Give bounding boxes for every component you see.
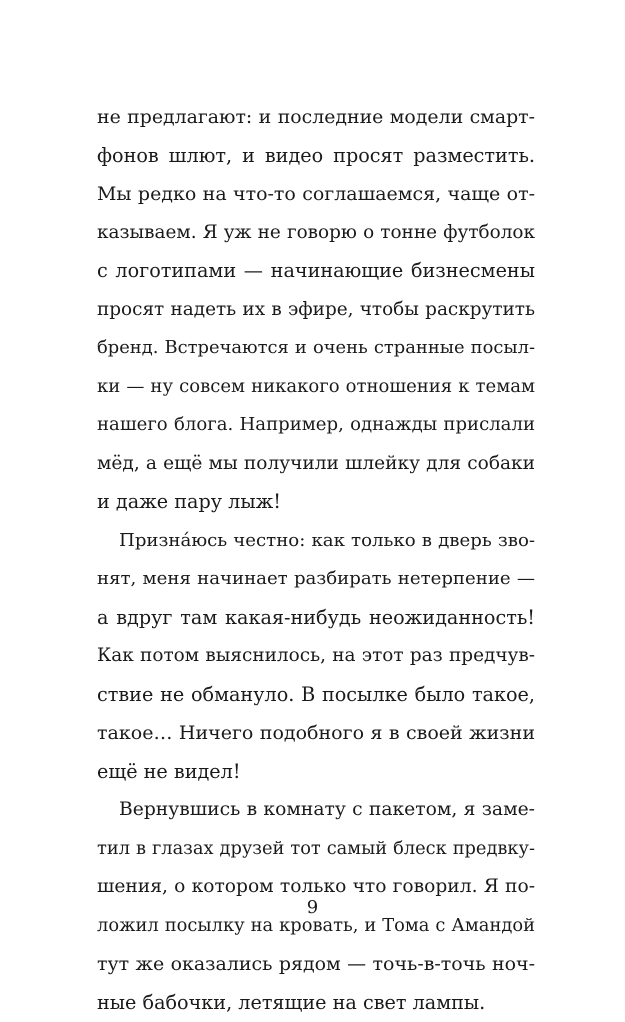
text-line: ложил посылку на кровать, и Тома с Амандой: [97, 907, 535, 946]
body-text: [97, 98, 535, 1022]
text-line: а вдруг там какая-нибудь неожиданность!: [97, 599, 535, 638]
text-line: ные бабочки, летящие на свет лампы.: [97, 984, 535, 1022]
page-number: 9: [0, 897, 625, 918]
text-line: тил в глазах друзей тот самый блеск предвку-: [97, 830, 535, 869]
text-line: нашего блога. Например, однажды прислали: [97, 406, 535, 445]
text-line: бренд. Встречаются и очень странные посыл-: [97, 329, 535, 368]
text-line: фонов шлют, и видео просят разместить.: [97, 137, 535, 176]
text-line: ствие не обмануло. В посылке было такое,: [97, 676, 535, 715]
text-line: просят надеть их в эфире, чтобы раскрутить: [97, 291, 535, 330]
text-line: ещё не видел!: [97, 753, 535, 792]
text-line: Вернувшись в комнату с пакетом, я заме-: [97, 791, 535, 830]
text-line: нят, меня начинает разбирать нетерпение —: [97, 560, 535, 599]
text-line: такое… Ничего подобного я в своей жизни: [97, 714, 535, 753]
text-line: Как потом выяснилось, на этот раз предчув-: [97, 637, 535, 676]
text-line: тут же оказались рядом — точь-в-точь ноч-: [97, 945, 535, 984]
text-line: ки — ну совсем никакого отношения к темам: [97, 368, 535, 407]
text-line: Признáюсь честно: как только в дверь зво-: [97, 522, 535, 561]
text-line: казываем. Я уж не говорю о тонне футболок: [97, 214, 535, 253]
text-line: с логотипами — начинающие бизнесмены: [97, 252, 535, 291]
text-line: и даже пару лыж!: [97, 483, 535, 522]
text-line: шения, о котором только что говорил. Я по-: [97, 868, 535, 907]
text-line: мёд, а ещё мы получили шлейку для собаки: [97, 445, 535, 484]
text-line: Мы редко на что-то соглашаемся, чаще от-: [97, 175, 535, 214]
text-line: не предлагают: и последние модели смарт-: [97, 98, 535, 137]
